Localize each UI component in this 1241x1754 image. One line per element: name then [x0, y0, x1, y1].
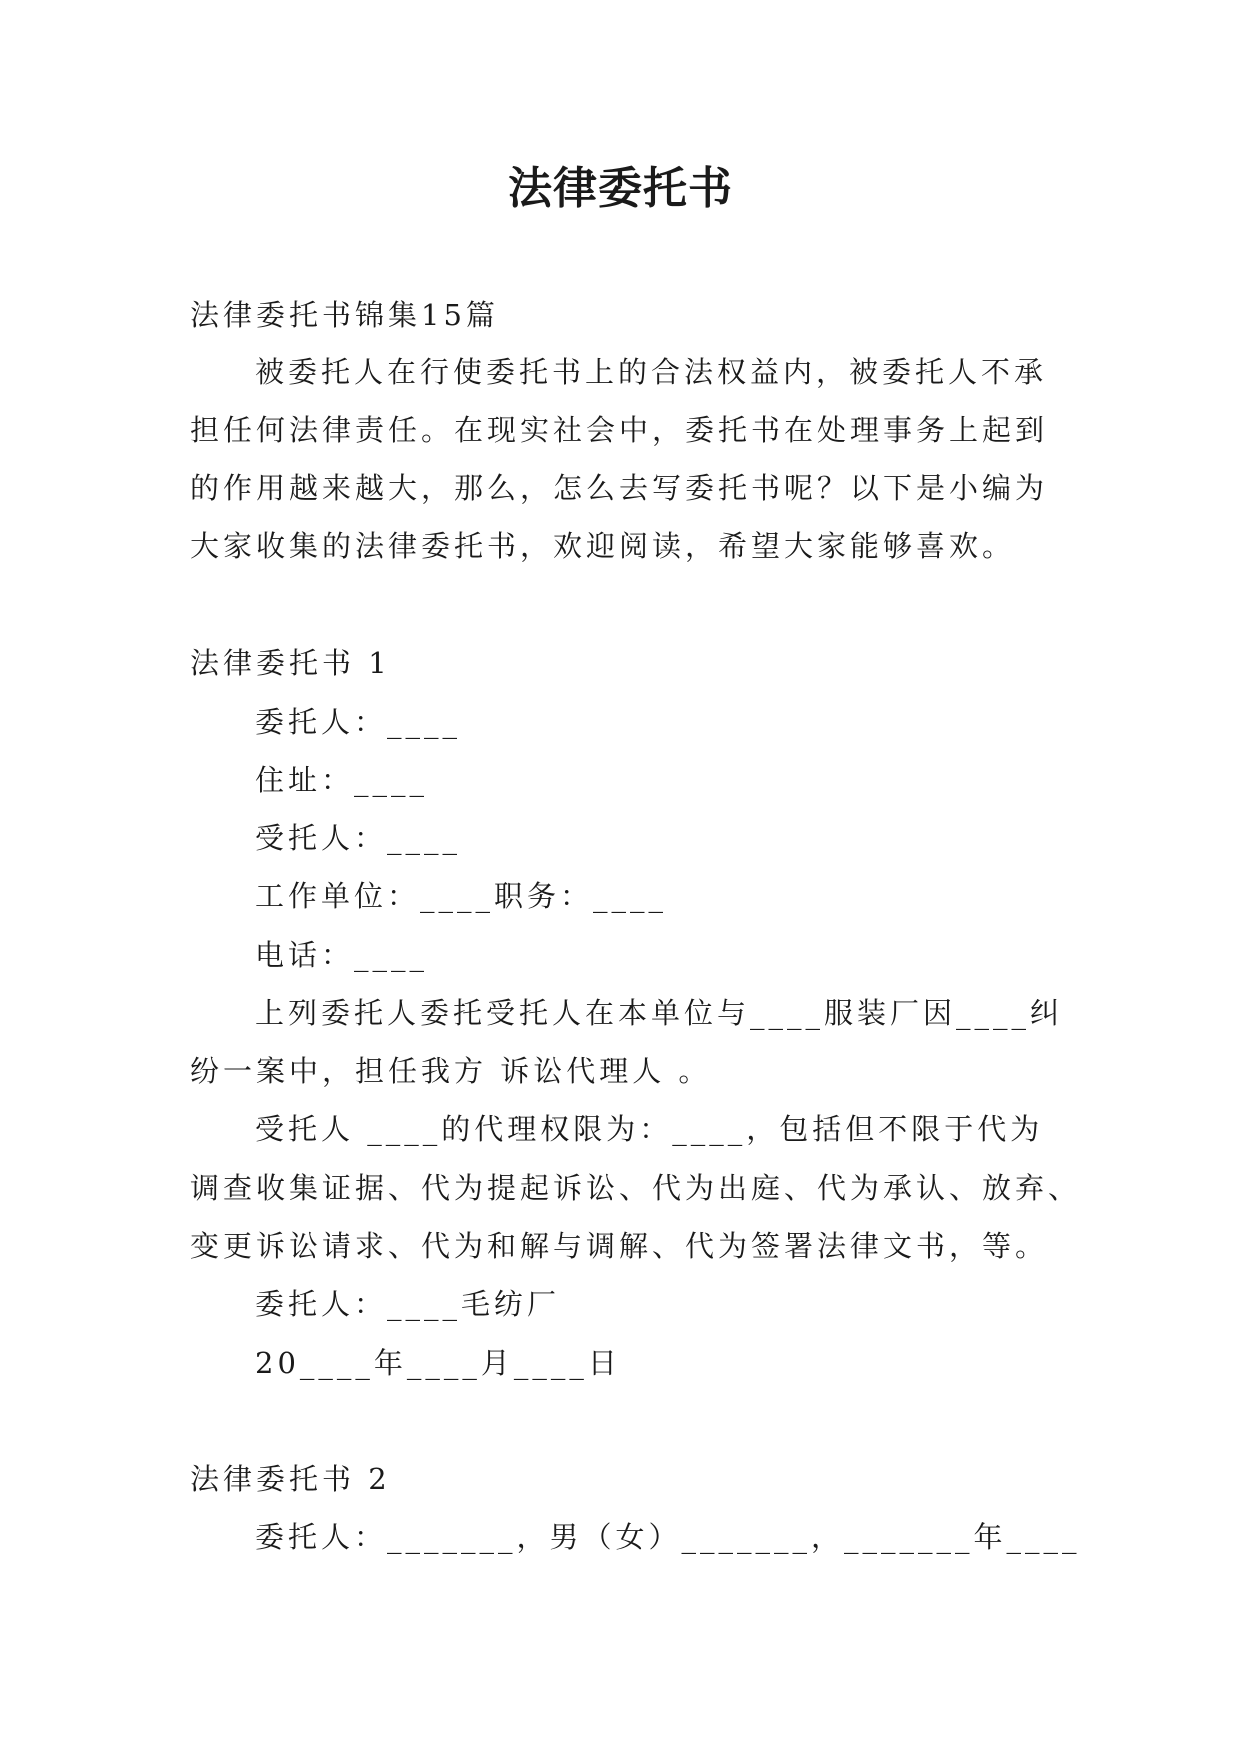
section2-heading: 法律委托书 2: [190, 1462, 391, 1496]
section1-body-line: 纷一案中，担任我方 诉讼代理人 。: [190, 1054, 712, 1088]
section1-body-line: 变更诉讼请求、代为和解与调解、代为签署法律文书，等。: [190, 1229, 1049, 1263]
section1-address: 住址：____: [255, 763, 429, 797]
section1-body-line: 受托人 ____的代理权限为：____，包括但不限于代为: [255, 1112, 1044, 1146]
section1-phone: 电话：____: [255, 938, 429, 972]
section1-body-line: 上列委托人委托受托人在本单位与____服装厂因____纠: [255, 996, 1064, 1030]
section1-signature: 委托人：____毛纺厂: [255, 1287, 561, 1321]
document-subtitle: 法律委托书锦集15篇: [190, 298, 499, 332]
section1-principal: 委托人：____: [255, 705, 462, 739]
section1-work: 工作单位：____职务：____: [255, 879, 668, 913]
intro-line: 的作用越来越大，那么，怎么去写委托书呢？以下是小编为: [190, 471, 1049, 505]
section1-agent: 受托人：____: [255, 821, 462, 855]
section1-body-line: 调查收集证据、代为提起诉讼、代为出庭、代为承认、放弃、: [190, 1171, 1082, 1205]
intro-line: 被委托人在行使委托书上的合法权益内，被委托人不承: [255, 355, 1048, 389]
document-title: 法律委托书: [508, 163, 733, 214]
section1-date: 20____年____月____日: [255, 1346, 621, 1380]
section1-heading: 法律委托书 1: [190, 646, 391, 680]
intro-line: 担任何法律责任。在现实社会中，委托书在处理事务上起到: [190, 413, 1049, 447]
section2-principal: 委托人：_______，男（女）_______，_______年____: [255, 1520, 1081, 1554]
intro-line: 大家收集的法律委托书，欢迎阅读，希望大家能够喜欢。: [190, 529, 1016, 563]
